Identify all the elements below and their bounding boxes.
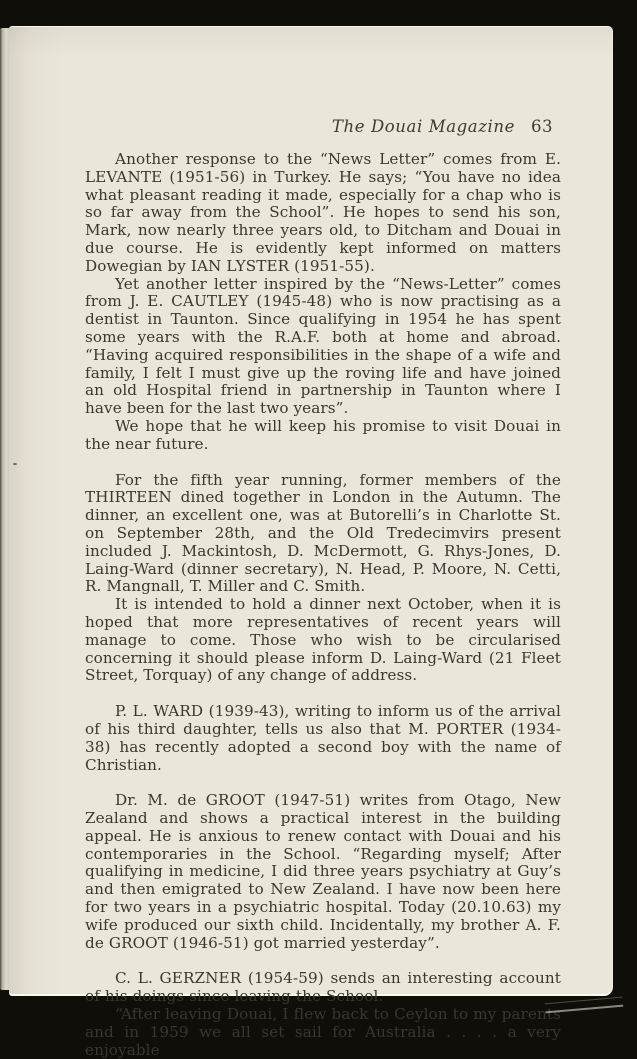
paragraph-gerzner-letter: “After leaving Douai, I flew back to Ceylon to my parents and in 1959 we all set sail for Australia . . . . a very enjoyable xyxy=(85,1005,561,1059)
magazine-page xyxy=(9,26,613,1059)
paragraph-hope-visit: We hope that he will keep his promise to visit Douai in the near future. xyxy=(85,416,561,453)
paragraph-de-groot: Dr. M. de GROOT (1947-51) writes from Otago, New Zealand and shows a practical interest in the building appeal. He is anxious to renew contact with Douai and his contemporaries in the School. “Regarding myself; After qualifying in medicine, I did three years psychiatry at Guy’s and then emigrated to New Zealand. I have now been here for two years in a psychiatric hospital. Today (20.10.63) my wife produced our sixth child. Incidentally, my brother A. F. de GROOT (1946-51) got married yesterday”. xyxy=(85,791,561,952)
running-header xyxy=(85,117,561,136)
paragraph-next-dinner: It is intended to hold a dinner next October, when it is hoped that more representatives of recent years will manage to come. Those who wish to be circularised concerning it should please inform D. Laing-Ward (21 Fleet Street, Torquay) of any change of address. xyxy=(85,595,561,685)
paragraph-ward-porter: P. L. WARD (1939-43), writing to inform us of the arrival of his third daughter, tells us also that M. PORTER (1934-38) has recently adopted a second boy with the name of Christian. xyxy=(85,702,561,774)
paragraph-levante: Another response to the “News Letter” comes from E. LEVANTE (1951-56) in Turkey. He says; “You have no idea what pleasant reading it made, especially for a chap who is so far away from the School”. He hopes to send his son, Mark, now nearly three years old, to Ditcham and Douai in due course. He is evidently kept informed on matters Dowegian by IAN LYSTER (1951-55). xyxy=(85,150,561,275)
paragraph-gerzner: C. L. GERZNER (1954-59) sends an interesting account of his doings since leaving the School. xyxy=(85,969,561,1006)
page-number: 63 xyxy=(531,117,553,136)
paragraph-cautley: Yet another letter inspired by the “News-Letter” comes from J. E. CAUTLEY (1945-48) who is now practising as a dentist in Taunton. Since qualifying in 1954 he has spent some years with the R.A.F. both at home and abroad. “Having acquired responsibilities in the shape of a wife and family, I felt I must give up the roving life and have joined an old Hospital friend in partnership in Taunton where I have been for the last two years”. xyxy=(85,274,561,418)
paragraph-thirteen-dinner: For the fifth year running, former members of the THIRTEEN dined together in London in the Autumn. The dinner, an excellent one, was at Butorelli’s in Charlotte St. on September 28th, and the Old Tredecimvirs present included J. Mackintosh, D. McDermott, G. Rhys-Jones, D. Laing-Ward (dinner secretary), N. Head, P. Moore, N. Cetti, R. Mangnall, T. Miller and C. Smith. xyxy=(85,470,561,596)
page-body xyxy=(85,151,561,1059)
magazine-title: The Douai Magazine xyxy=(331,117,515,136)
